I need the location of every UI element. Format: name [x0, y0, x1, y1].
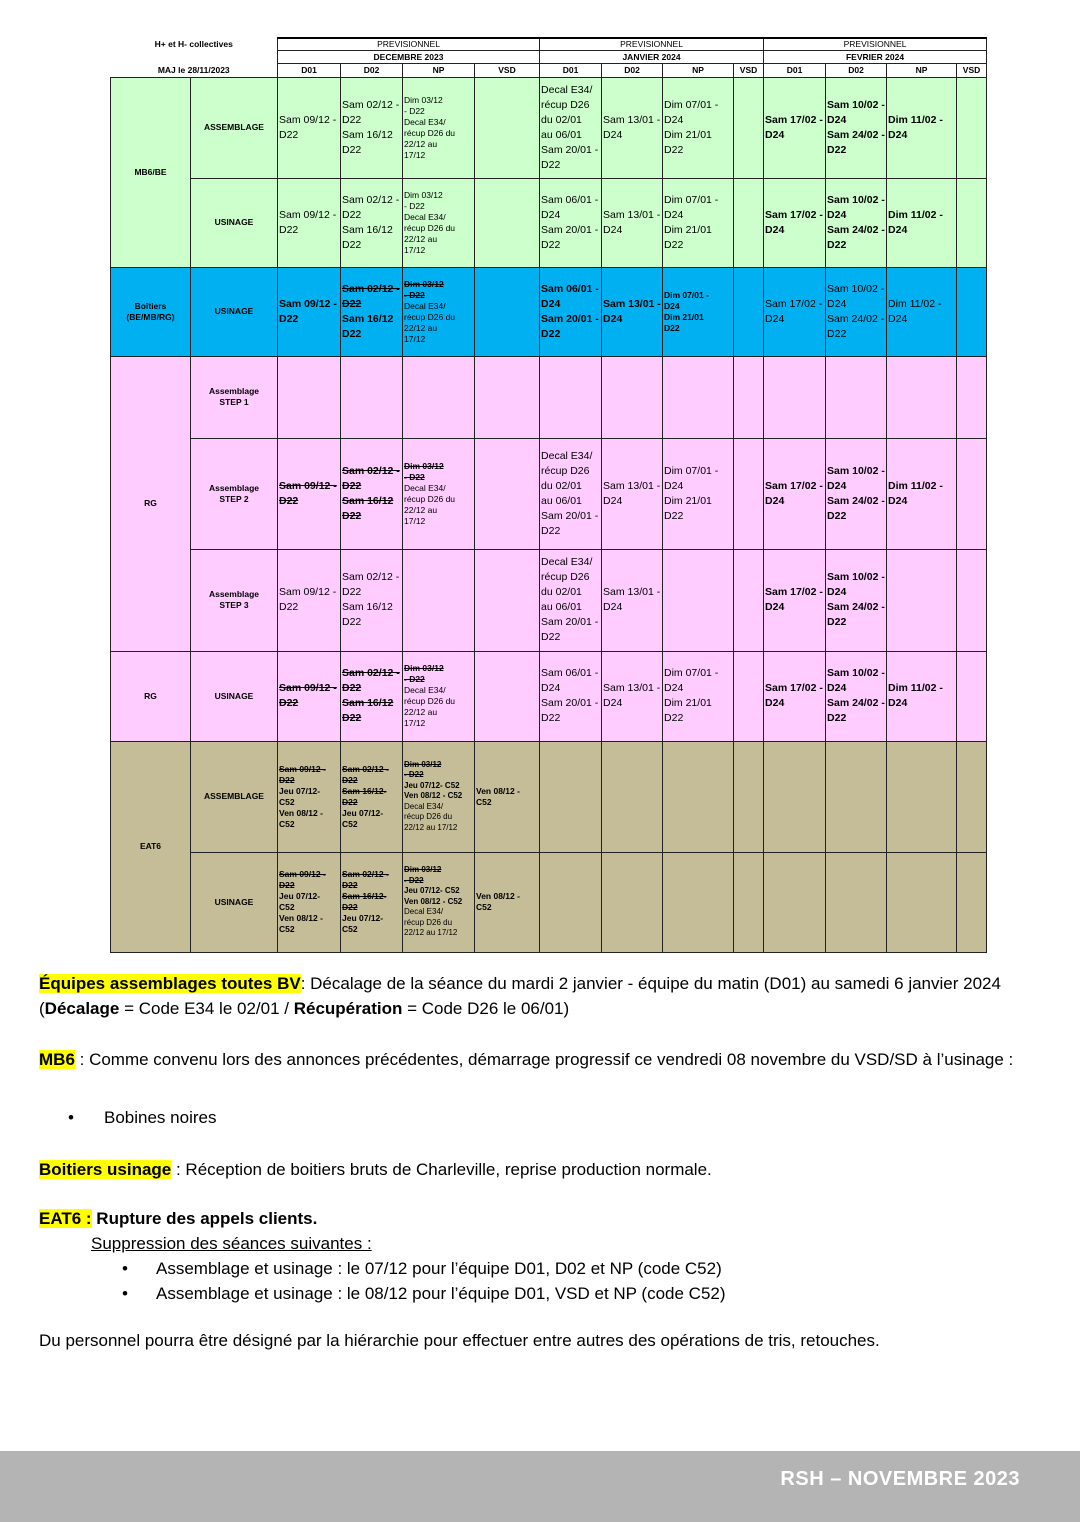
schedule-cell	[278, 741, 341, 852]
schedule-cell	[403, 438, 475, 549]
schedule-cell	[764, 741, 826, 852]
schedule-cell: Sam 09/12 - D22	[278, 178, 341, 267]
schedule-cell	[475, 438, 540, 549]
struck-entry: Dim 03/12 - D22	[404, 759, 442, 780]
col-header: D02	[826, 63, 887, 77]
schedule-cell	[764, 356, 826, 438]
schedule-cell: Sam 13/01 - D24	[602, 549, 663, 651]
col-header: D01	[278, 63, 341, 77]
schedule-cell	[826, 852, 887, 952]
previsionnel-feb: PREVISIONNEL	[764, 38, 987, 50]
schedule-cell	[475, 267, 540, 356]
schedule-cell	[734, 651, 764, 741]
schedule-cell	[602, 741, 663, 852]
schedule-cell	[540, 852, 602, 952]
schedule-cell	[957, 549, 987, 651]
struck-entry: Dim 03/12 - D22	[404, 663, 444, 684]
entry: Decal E34/ récup D26 du 22/12 au 17/12	[404, 801, 458, 832]
struck-entry: Sam 02/12 - D22 Sam 16/12- D22	[342, 869, 389, 912]
schedule-cell: Dim 11/02 - D24	[887, 77, 957, 178]
note-personnel: Du personnel pourra être désigné par la hiérarchie pour effectuer entre autres des opérations de tris, retouches.	[39, 1331, 880, 1350]
schedule-cell	[734, 267, 764, 356]
row-label: USINAGE	[191, 651, 278, 741]
schedule-cell: Sam 09/12 - D22	[278, 77, 341, 178]
schedule-cell	[540, 356, 602, 438]
schedule-cell: Dim 07/01 - D24 Dim 21/01 D22	[663, 267, 734, 356]
schedule-cell	[278, 852, 341, 952]
schedule-cell	[887, 549, 957, 651]
table-row	[111, 77, 987, 178]
schedule-cell	[957, 178, 987, 267]
note-eat6-subtitle: Suppression des séances suivantes :	[91, 1234, 372, 1253]
note-equipes: Équipes assemblages toutes BV: Décalage de la séance du mardi 2 janvier - équipe du matin (D01) au samedi 6 janvier 2024 (Décalage = Code E34 le 02/01 / Récupération = Code D26 le 06/01)	[39, 974, 1001, 1018]
schedule-cell	[663, 549, 734, 651]
bullet-icon: •	[122, 1284, 128, 1303]
schedule-cell: Sam 10/02 - D24 Sam 24/02 - D22	[826, 549, 887, 651]
section-rg-usinage: RG	[111, 651, 191, 741]
schedule-cell: Dim 03/12 - D22 Decal E34/ récup D26 du 22/12 au 17/12	[403, 77, 475, 178]
schedule-cell: Sam 17/02 - D24	[764, 267, 826, 356]
team-label: H+ et H- collectives	[154, 39, 233, 49]
schedule-cell: Dim 11/02 - D24	[887, 178, 957, 267]
schedule-cell	[734, 77, 764, 178]
schedule-cell	[403, 356, 475, 438]
schedule-cell	[764, 852, 826, 952]
schedule-cell: Sam 17/02 - D24	[764, 438, 826, 549]
schedule-cell	[957, 852, 987, 952]
col-header: VSD	[734, 63, 764, 77]
schedule-cell	[734, 438, 764, 549]
schedule-cell: Decal E34/ récup D26 du 02/01 au 06/01 Sam 20/01 - D22	[540, 438, 602, 549]
schedule-cell: Decal E34/ récup D26 du 02/01 au 06/01 Sam 20/01 - D22	[540, 549, 602, 651]
entry: Decal E34/ récup D26 du 22/12 au 17/12	[404, 907, 458, 938]
schedule-cell	[663, 741, 734, 852]
col-header: VSD	[957, 63, 987, 77]
schedule-cell: Decal E34/ récup D26 du 02/01 au 06/01 Sam 20/01 - D22	[540, 77, 602, 178]
table-row	[111, 356, 987, 438]
schedule-cell: Sam 13/01 - D24	[602, 438, 663, 549]
schedule-cell	[341, 852, 403, 952]
struck-entry: Sam 09/12 - D22	[279, 869, 326, 890]
schedule-cell: Sam 10/02 - D24 Sam 24/02 - D22	[826, 267, 887, 356]
schedule-cell	[475, 549, 540, 651]
bullet-icon: •	[122, 1259, 128, 1278]
struck-entry: Dim 03/12 - D22	[404, 865, 442, 885]
schedule-cell: Dim 07/01 - D24 Dim 21/01 D22	[663, 438, 734, 549]
schedule-cell: Sam 09/12 - D22	[278, 267, 341, 356]
schedule-cell: Sam 17/02 - D24	[764, 77, 826, 178]
section-rg: RG	[111, 356, 191, 651]
schedule-cell	[540, 741, 602, 852]
schedule-cell: Sam 02/12 - D22 Sam 16/12 D22	[341, 77, 403, 178]
schedule-cell: Sam 17/02 - D24	[764, 549, 826, 651]
schedule-cell	[663, 356, 734, 438]
table-row	[111, 852, 987, 952]
bullet-icon: •	[68, 1108, 74, 1127]
month-december: DECEMBRE 2023	[278, 50, 540, 63]
schedule-cell: Sam 02/12 - D22 Sam 16/12 D22	[341, 549, 403, 651]
entry: Jeu 07/12- C52 Ven 08/12 - C52	[404, 780, 463, 801]
schedule-cell: Sam 10/02 - D24 Sam 24/02 - D22	[826, 178, 887, 267]
schedule-cell	[602, 852, 663, 952]
col-header: D02	[341, 63, 403, 77]
schedule-cell	[341, 438, 403, 549]
struck-entry: Sam 09/12 - D22	[279, 479, 337, 507]
schedule-cell: Dim 11/02 - D24	[887, 651, 957, 741]
col-header: NP	[887, 63, 957, 77]
schedule-cell	[403, 549, 475, 651]
col-header: D02	[602, 63, 663, 77]
month-february: FEVRIER 2024	[764, 50, 987, 63]
schedule-cell	[403, 267, 475, 356]
schedule-cell: Sam 17/02 - D24	[764, 178, 826, 267]
struck-entry: Sam 02/12 - D22 Sam 16/12 D22	[342, 667, 400, 724]
schedule-cell	[826, 741, 887, 852]
schedule-cell	[734, 741, 764, 852]
struck-entry: Sam 02/12 - D22 Sam 16/12- D22	[342, 763, 389, 807]
col-header: D01	[764, 63, 826, 77]
entry: Decal E34/ récup D26 du 22/12 au 17/12	[404, 482, 456, 526]
struck-entry: Dim 03/12 - D22	[404, 460, 444, 482]
schedule-cell	[957, 77, 987, 178]
col-header: VSD	[475, 63, 540, 77]
schedule-cell: Sam 09/12 - D22	[278, 549, 341, 651]
section-boitiers: Boîtiers (BE/MB/RG)	[111, 267, 191, 356]
schedule-cell	[475, 356, 540, 438]
schedule-cell	[602, 356, 663, 438]
schedule-cell: Ven 08/12 - C52	[475, 741, 540, 852]
schedule-cell	[341, 267, 403, 356]
col-header: NP	[663, 63, 734, 77]
row-label: USINAGE	[191, 178, 278, 267]
schedule-cell	[475, 77, 540, 178]
schedule-cell	[341, 356, 403, 438]
schedule-cell	[957, 267, 987, 356]
entry: Decal E34/ récup D26 du 22/12 au 17/12	[404, 300, 456, 344]
col-header: D01	[540, 63, 602, 77]
entry: Jeu 07/12- C52	[342, 913, 384, 934]
schedule-cell: Dim 07/01 - D24 Dim 21/01 D22	[663, 651, 734, 741]
table-row	[111, 741, 987, 852]
entry: Jeu 07/12- C52 Ven 08/12 - C52	[279, 785, 323, 829]
col-header: NP	[403, 63, 475, 77]
entry: Jeu 07/12- C52	[342, 807, 384, 829]
row-label: USINAGE	[191, 852, 278, 952]
schedule-cell	[663, 852, 734, 952]
schedule-cell: Sam 10/02 - D24 Sam 24/02 - D22	[826, 438, 887, 549]
schedule-cell: Sam 13/01 - D24	[602, 178, 663, 267]
schedule-cell	[734, 549, 764, 651]
schedule-cell: Sam 06/01 - D24 Sam 20/01 - D22	[540, 267, 602, 356]
struck-entry: Sam 09/12 - D22	[279, 763, 326, 785]
struck-entry: Dim 03/12 - D22	[404, 278, 444, 300]
row-label: ASSEMBLAGE	[191, 77, 278, 178]
schedule-cell: Ven 08/12 - C52	[475, 852, 540, 952]
schedule-cell: Sam 06/01 - D24 Sam 20/01 - D22	[540, 178, 602, 267]
footer-bar	[0, 1451, 1080, 1522]
schedule-cell: Dim 11/02 - D24	[887, 267, 957, 356]
schedule-cell	[734, 852, 764, 952]
row-label: Assemblage STEP 2	[191, 438, 278, 549]
note-title: Boitiers usinage	[39, 1160, 172, 1179]
schedule-cell: Dim 07/01 - D24 Dim 21/01 D22	[663, 178, 734, 267]
schedule-cell	[403, 651, 475, 741]
schedule-cell	[957, 651, 987, 741]
schedule-cell: Sam 06/01 - D24 Sam 20/01 - D22	[540, 651, 602, 741]
schedule-cell: Sam 17/02 - D24	[764, 651, 826, 741]
entry: Jeu 07/12- C52 Ven 08/12 - C52	[404, 886, 463, 906]
schedule-cell: Dim 03/12 - D22 Decal E34/ récup D26 du 22/12 au 17/12	[403, 178, 475, 267]
bullet-text: Assemblage et usinage : le 07/12 pour l’équipe D01, D02 et NP (code C52)	[156, 1259, 722, 1278]
schedule-cell: Sam 02/12 - D22 Sam 16/12 D22	[341, 178, 403, 267]
schedule-cell	[957, 741, 987, 852]
bullet-text: Assemblage et usinage : le 08/12 pour l’équipe D01, VSD et NP (code C52)	[156, 1284, 726, 1303]
section-eat6: EAT6	[111, 741, 191, 952]
note-title: MB6	[39, 1050, 75, 1069]
row-label: Assemblage STEP 1	[191, 356, 278, 438]
bullet-text: Bobines noires	[104, 1108, 217, 1127]
month-january: JANVIER 2024	[540, 50, 764, 63]
schedule-cell	[341, 651, 403, 741]
schedule-cell	[475, 178, 540, 267]
schedule-cell: Sam 10/02 - D24 Sam 24/02 - D22	[826, 651, 887, 741]
schedule-cell: Sam 13/01 - D24	[602, 267, 663, 356]
note-title: Équipes assemblages toutes BV	[39, 974, 301, 993]
note-title: EAT6 :	[39, 1209, 92, 1228]
schedule-cell	[278, 438, 341, 549]
schedule-cell	[403, 852, 475, 952]
note-eat6: EAT6 : Rupture des appels clients.	[39, 1209, 318, 1228]
schedule-cell	[734, 356, 764, 438]
entry: Jeu 07/12- C52 Ven 08/12 - C52	[279, 891, 323, 934]
table-row	[111, 267, 987, 356]
table-row	[111, 651, 987, 741]
note-boitiers: Boitiers usinage : Réception de boitiers bruts de Charleville, reprise production normale.	[39, 1160, 712, 1179]
footer-text: RSH – NOVEMBRE 2023	[780, 1468, 1020, 1490]
schedule-cell	[957, 438, 987, 549]
schedule-cell	[887, 852, 957, 952]
schedule-cell	[278, 651, 341, 741]
previsionnel-dec: PREVISIONNEL	[278, 38, 540, 50]
row-label: Assemblage STEP 3	[191, 549, 278, 651]
schedule-cell	[278, 356, 341, 438]
previsionnel-jan: PREVISIONNEL	[540, 38, 764, 50]
struck-entry: Sam 02/12 - D22 Sam 16/12 D22	[342, 464, 400, 522]
entry: Decal E34/ récup D26 du 22/12 au 17/12	[404, 685, 456, 728]
table-row	[111, 549, 987, 651]
struck-entry: Sam 09/12 - D22	[279, 682, 337, 709]
struck-entry: Sam 02/12 - D22	[342, 282, 400, 310]
entry: Sam 16/12 D22	[342, 312, 394, 340]
table-row	[111, 178, 987, 267]
maj-label: MAJ le 28/11/2023	[157, 64, 230, 75]
note-mb6: MB6 : Comme convenu lors des annonces précédentes, démarrage progressif ce vendredi 08 novembre du VSD/SD à l’usinage :	[39, 1050, 1014, 1069]
schedule-cell: Sam 13/01 - D24	[602, 77, 663, 178]
schedule-cell	[887, 741, 957, 852]
schedule-cell	[341, 741, 403, 852]
schedule-table	[110, 37, 987, 953]
table-row	[111, 438, 987, 549]
schedule-cell	[734, 178, 764, 267]
schedule-cell	[475, 651, 540, 741]
schedule-cell	[887, 356, 957, 438]
schedule-cell: Sam 10/02 - D24 Sam 24/02 - D22	[826, 77, 887, 178]
schedule-cell: Dim 07/01 - D24 Dim 21/01 D22	[663, 77, 734, 178]
schedule-cell: Dim 11/02 - D24	[887, 438, 957, 549]
section-mb6: MB6/BE	[111, 77, 191, 267]
schedule-cell	[826, 356, 887, 438]
row-label: USINAGE	[191, 267, 278, 356]
row-label: ASSEMBLAGE	[191, 741, 278, 852]
schedule-cell	[403, 741, 475, 852]
schedule-cell	[957, 356, 987, 438]
schedule-cell: Sam 13/01 - D24	[602, 651, 663, 741]
